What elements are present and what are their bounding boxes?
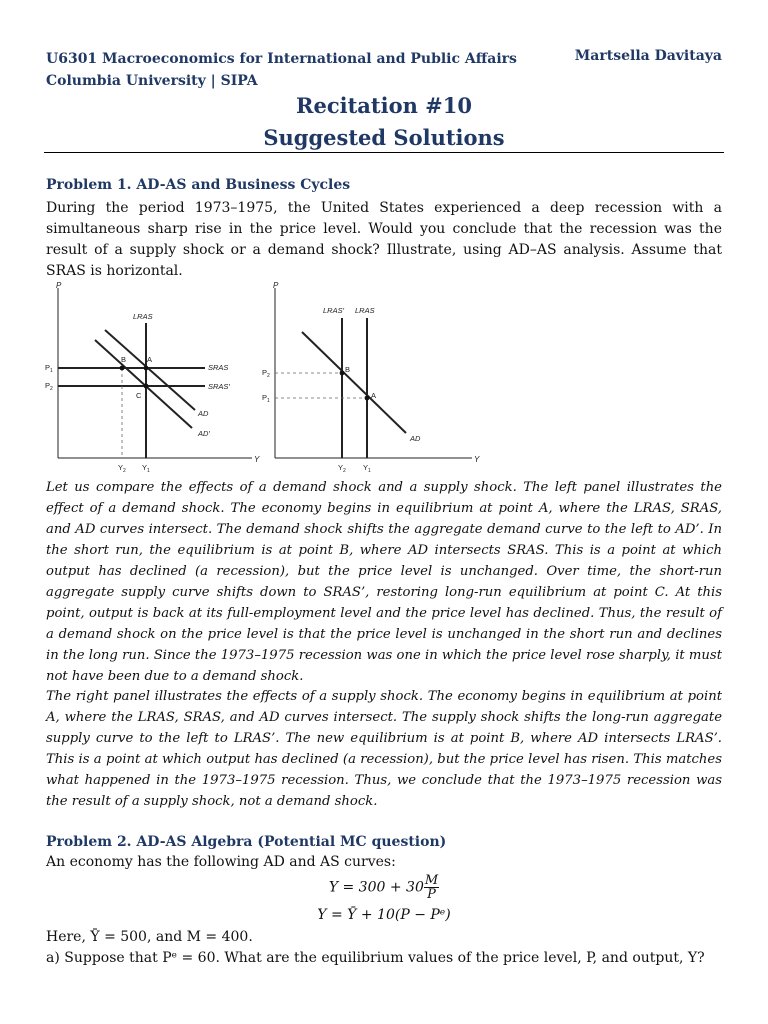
problem2-intro: An economy has the following AD and AS curves: [46,854,396,870]
ad-equation [0,874,768,901]
right-y-axis-label: Y [474,455,480,464]
left-ad2-label: AD′ [198,429,210,438]
left-sras2-label: SRAS′ [208,382,230,391]
right-point-b-label: B [345,365,351,374]
right-p1-label: $P_1$ [262,393,270,404]
title-divider [44,152,724,153]
page-title [0,90,768,154]
header-course-block [46,48,517,92]
right-p-axis-label: P [273,281,279,290]
title-line-2: Suggested Solutions [263,125,505,150]
left-ad-label: AD [198,409,209,418]
left-y1-label: $Y_1$ [142,463,150,474]
left-lras-label: LRAS [133,312,153,321]
right-lras-label: LRAS [355,306,375,315]
left-sras-label: SRAS [208,363,229,372]
left-ad-line [105,330,195,410]
as-equation: Y = Ȳ + 10(P − Pᵉ) [317,907,451,923]
problem1-answer-paragraph-2: The right panel illustrates the effects of a supply shock. The economy begins in equilibrium at point A, where the LRAS, SRAS, and AD curves intersect. The supply shock shifts the long-run aggregate supply curve to the left to LRAS’. The new equilibrium is at point B, where AD intersects LRAS’. This is a point at which output has declined (a recession), but the price level has risen. This matches what happened in the 1973–1975 recession. Thus, we conclude that the 1973–1975 recession was the result of a supply shock, not a demand shock. [46,689,722,809]
right-y1-label: $Y_1$ [363,463,371,474]
author-name: Martsella Davitaya [574,48,722,64]
right-ad-line [302,332,406,433]
problem1-question: During the period 1973–1975, the United States experienced a deep recession with a simultaneous sharp rise in the price level. Would you conclude that the recession was the result of a supply shock or a demand shock? Illustrate, using AD–AS analysis. Assume that SRAS is horizontal. [46,200,722,279]
problem2-given-values: Here, Ȳ = 500, and M = 400. [46,929,253,945]
problem1-heading: Problem 1. AD-AS and Business Cycles [46,177,351,193]
left-point-b-label: B [121,355,127,364]
ad-equation-left: Y = 300 + 30 [328,879,424,896]
right-point-a-label: A [371,391,377,400]
left-p1-label: $P_1$ [45,363,53,374]
figure-right-supply-shock [262,281,480,474]
right-lras2-label: LRAS′ [323,306,344,315]
left-point-a [144,366,149,371]
left-y-axis-label: Y [254,455,260,464]
right-p2-label: $P_2$ [262,368,270,379]
ad-as-figures [40,278,500,474]
right-ad-label: AD [410,434,421,443]
problem2-heading: Problem 2. AD-AS Algebra (Potential MC question) [46,834,447,850]
left-point-a-label: A [147,355,153,364]
left-ad2-line [95,340,192,428]
problem1-answer-paragraph-1: Let us compare the effects of a demand shock and a supply shock. The left panel illustrates the effect of a demand shock. The economy begins in equilibrium at point A, where the LRAS, SRAS, and AD curves intersect. The demand shock shifts the aggregate demand curve to the left to AD’. In the short run, the equilibrium is at point B, where AD intersects SRAS. This is a point at which output has declined (a recession), but the price level is unchanged. Over time, the short-run aggregate supply curve shifts down to SRAS’, restoring long-run equilibrium at point C. At this point, output is back at its full-employment level and the price level has declined. Thus, the result of a demand shock on the price level is that the price level is unchanged in the short run and declines in the long run. Since the 1973–1975 recession was one in which the price level rose sharply, it must not have been due to a demand shock. [46,480,722,684]
right-y2-label: $Y_2$ [338,463,346,474]
left-point-b [120,366,125,371]
left-p2-label: $P_2$ [45,381,53,392]
left-y2-label: $Y_2$ [118,463,126,474]
title-line-1: Recitation #10 [296,93,472,118]
figure-left-demand-shock [45,281,260,474]
left-point-c-label: C [136,391,142,400]
university-name: Columbia University | SIPA [46,73,258,89]
m-over-p-fraction: $\frac{M}{P}$ [424,873,439,902]
right-point-a [365,396,370,401]
course-title: U6301 Macroeconomics for International and Public Affairs [46,51,517,67]
left-point-c [144,384,149,389]
problem2-part-a: a) Suppose that Pᵉ = 60. What are the equilibrium values of the price level, P, and output, Y? [46,950,705,966]
left-p-axis-label: P [56,281,62,290]
right-point-b [340,371,345,376]
